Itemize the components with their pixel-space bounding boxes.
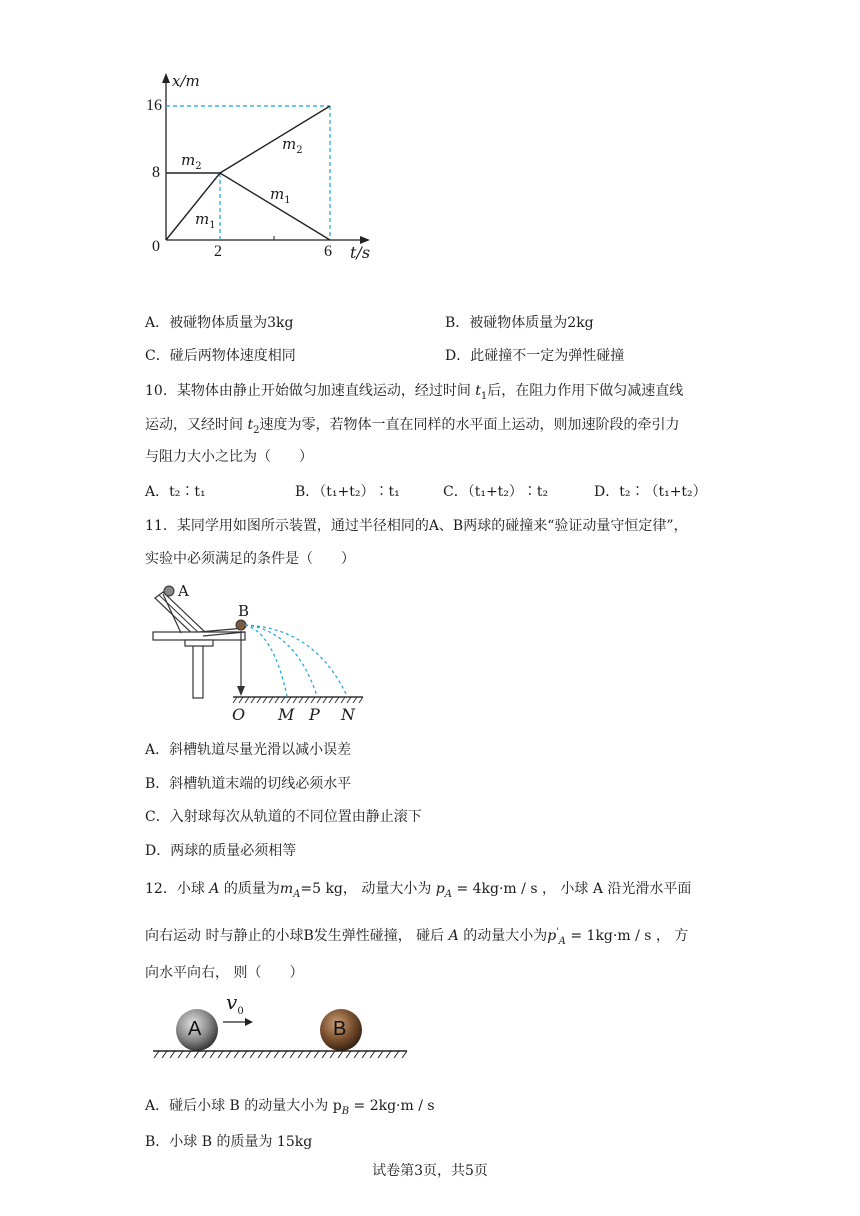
q12-line-3: 向水平向右， 则（ ）: [145, 965, 304, 981]
label-m1-low: $m_1$: [195, 210, 216, 231]
q10-option-a: A．t₂∶t₁: [145, 484, 206, 500]
y-tick-16: 16: [146, 97, 162, 114]
origin-label: 0: [152, 238, 160, 255]
x-tick-6: 6: [324, 243, 332, 260]
q11-option-b: B．斜槽轨道末端的切线必须水平: [145, 776, 352, 792]
q10-line-2: 运动，又经时间 $t_2$速度为零，若物体一直在同样的水平面上运动，则加速阶段的牵引力: [145, 417, 680, 436]
q10-option-d: D．t₂∶（t₁+t₂）: [594, 484, 707, 500]
m1-line: [166, 173, 330, 240]
fig11-label-a: A: [178, 582, 189, 600]
fig11-label-m: M: [278, 705, 295, 724]
q11-option-d: D．两球的质量必须相等: [145, 843, 297, 859]
balls-figure: [145, 990, 415, 1065]
ball-b-label: B: [333, 1018, 347, 1040]
fig11-label-p: P: [309, 705, 320, 724]
q9-option-a: A．被碰物体质量为3kg: [145, 315, 294, 331]
label-m2-right: $m_2$: [282, 135, 303, 156]
xt-graph: [140, 70, 380, 270]
x-tick-2: 2: [214, 243, 222, 260]
label-m2-left: $m_2$: [181, 151, 202, 172]
ball-a: [164, 586, 174, 596]
q10-line-1: 10．某物体由静止开始做匀加速直线运动，经过时间 $t_1$后，在阻力作用下做匀减速直线: [145, 383, 684, 402]
fig11-label-b: B: [238, 602, 250, 620]
q9-option-c: C．碰后两物体速度相同: [145, 348, 296, 364]
y-tick-8: 8: [152, 164, 160, 181]
q9-option-d: D．此碰撞不一定为弹性碰撞: [445, 348, 625, 364]
ball-b: [236, 620, 246, 630]
y-axis-label: x/m: [172, 72, 200, 90]
page-footer: 试卷第3页，共5页: [372, 1163, 488, 1179]
q11-option-a: A．斜槽轨道尽量光滑以减小误差: [145, 742, 352, 758]
q12-line-1: 12．小球 A 的质量为$m_A=5$ kg， 动量大小为 $p_A = 4kg\cdot m / s$ ， 小球 A 沿光滑水平面: [145, 881, 692, 900]
q10-option-c: C．（t₁+t₂）∶t₂: [443, 484, 549, 500]
ball-a-label: A: [188, 1018, 202, 1040]
q10-line-3: 与阻力大小之比为（ ）: [145, 449, 313, 465]
v0-label: $v_0$: [226, 990, 244, 1017]
q11-line-1: 11．某同学用如图所示装置，通过半径相同的A、B两球的碰撞来“验证动量守恒定律”，: [145, 518, 688, 534]
q12-option-b: B．小球 B 的质量为 15kg: [145, 1134, 313, 1150]
fig11-label-n: N: [341, 705, 355, 724]
x-axis-label: t/s: [350, 243, 371, 262]
q11-option-c: C．入射球每次从轨道的不同位置由静止滚下: [145, 809, 422, 825]
label-m1-mid: $m_1$: [270, 185, 291, 206]
q9-option-b: B．被碰物体质量为2kg: [445, 315, 594, 331]
q12-option-a: A．碰后小球 B 的动量大小为 $p_B = 2kg\cdot m / s$: [145, 1098, 435, 1117]
fig11-label-o: O: [232, 705, 246, 724]
q11-line-2: 实验中必须满足的条件是（ ）: [145, 551, 355, 567]
q12-line-2: 向右运动 时与静止的小球B发生弹性碰撞， 碰后 A 的动量大小为$p'_A = 1kg\cdot m / s$ ， 方: [145, 927, 689, 947]
q10-option-b: B．（t₁+t₂）∶t₁: [295, 484, 400, 500]
